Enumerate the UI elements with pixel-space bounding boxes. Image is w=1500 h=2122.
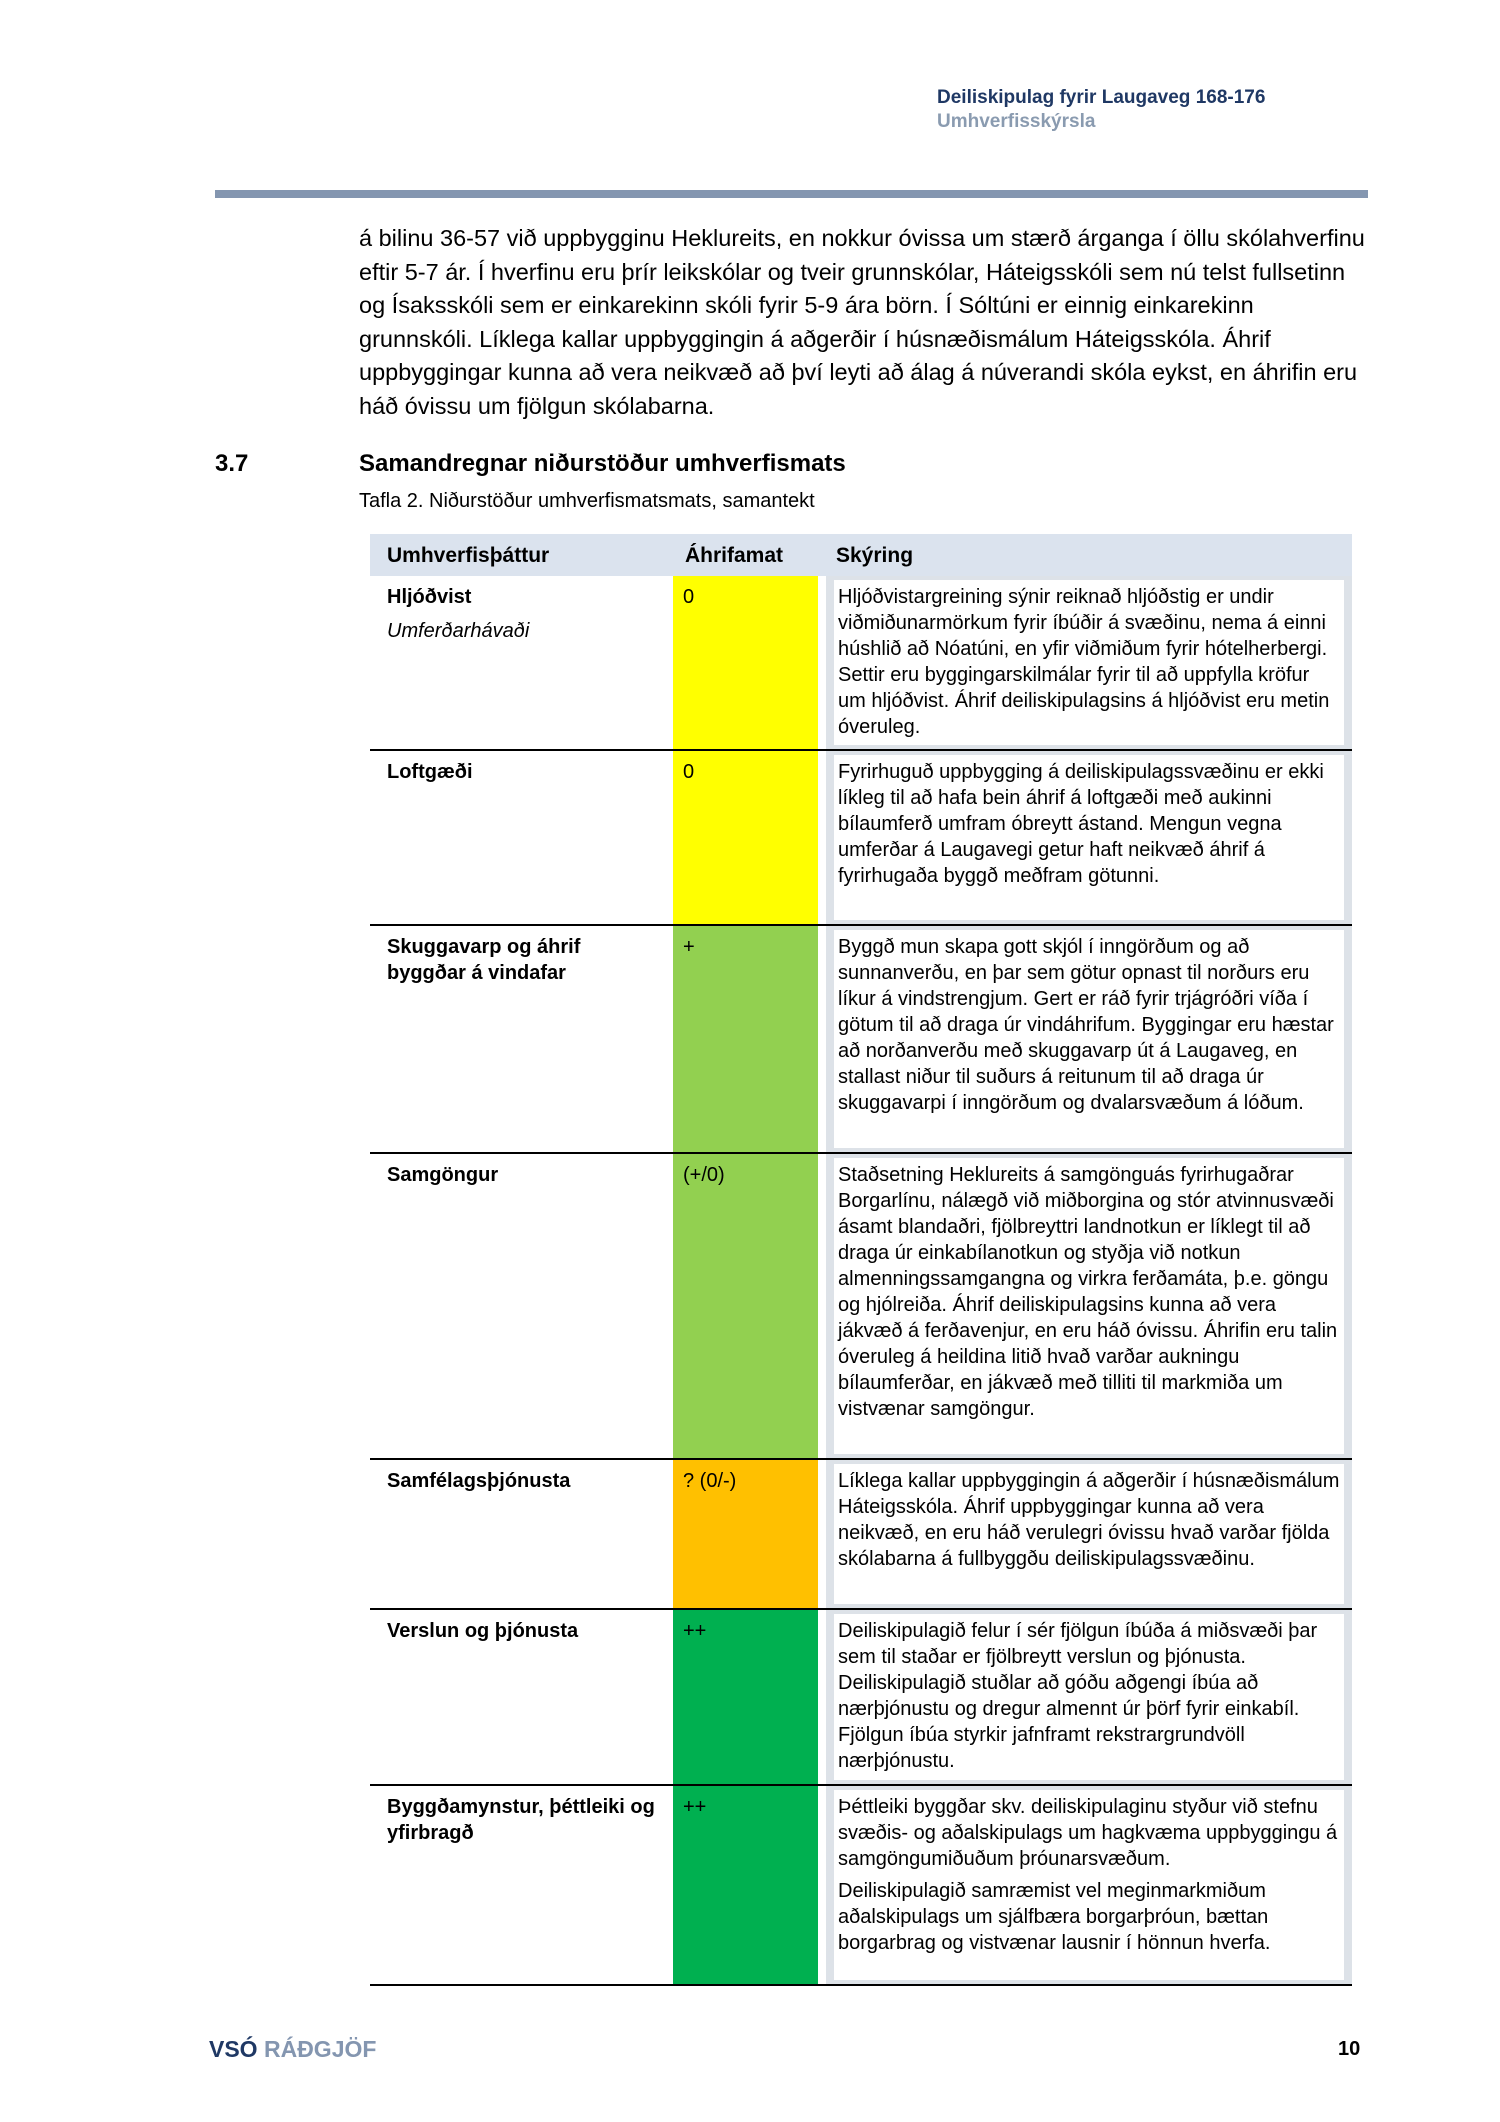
factor-cell	[387, 584, 657, 644]
header-rating: Áhrifamat	[685, 544, 784, 567]
factor-name: Samgöngur	[387, 1164, 499, 1186]
rating-value: 0	[683, 586, 695, 608]
table-row	[370, 1460, 1352, 1610]
section-title: Samandregnar niðurstöður umhverfismats	[359, 450, 846, 477]
document-subtitle: Umhverfisskýrsla	[937, 111, 1096, 132]
table-row	[370, 926, 1352, 1154]
factor-name: Verslun og þjónusta	[387, 1620, 579, 1642]
rating-cell	[673, 1460, 818, 1608]
factor-name: Samfélagsþjónusta	[387, 1470, 571, 1492]
document-title: Deiliskipulag fyrir Laugaveg 168-176	[937, 87, 1266, 108]
rating-cell	[673, 751, 818, 924]
factor-cell	[387, 934, 657, 986]
rating-value: 0	[683, 761, 695, 783]
factor-cell	[387, 1618, 657, 1644]
header-explanation: Skýring	[836, 544, 914, 567]
rating-value: +	[683, 936, 695, 958]
rating-value: ++	[683, 1796, 707, 1818]
factor-name: Loftgæði	[387, 761, 473, 783]
explanation-cell	[826, 1460, 1352, 1608]
table-caption: Tafla 2. Niðurstöður umhverfismatsmats, samantekt	[359, 490, 815, 512]
logo-main: VSÓ	[209, 2036, 258, 2062]
rating-value: (+/0)	[683, 1164, 725, 1186]
table-row	[370, 1154, 1352, 1460]
explanation-cell	[826, 926, 1352, 1152]
explanation-cell	[826, 1610, 1352, 1784]
rating-cell	[673, 1154, 818, 1458]
factor-cell	[387, 759, 657, 785]
explanation-cell	[826, 576, 1352, 749]
header-factor: Umhverfisþáttur	[387, 544, 550, 567]
explanation-text: Líklega kallar uppbyggingin á aðgerðir í húsnæðismálum Háteigsskóla. Áhrif uppbyggingar kunna að vera neikvæð, en eru háð verulegri óvissu hvað varðar fjölda skólabarna á fullbyggðu deiliskipulagssvæðinu.	[838, 1470, 1340, 1570]
explanation-cell	[826, 1786, 1352, 1984]
company-logo	[209, 2036, 376, 2063]
factor-name: Skuggavarp og áhrif byggðar á vindafar	[387, 936, 581, 984]
section-number: 3.7	[215, 450, 249, 477]
header-divider	[215, 190, 1368, 198]
explanation-text: Deiliskipulagið samræmist vel meginmarkmiðum aðalskipulags um sjálfbæra borgarþróun, bættan borgarbrag og vistvænar lausnir í hönnun hverfa.	[838, 1880, 1271, 1954]
explanation-cell	[826, 751, 1352, 924]
factor-name: Hljóðvist	[387, 586, 472, 608]
intro-paragraph: á bilinu 36-57 við uppbygginu Heklureits, en nokkur óvissa um stærð árganga í öllu skólahverfinu eftir 5-7 ár. Í hverfinu eru þrír leikskólar og tveir grunnskólar, Háteigsskóli sem nú telst fullsetinn og Ísaksskóli sem er einkarekinn skóli fyrir 5-9 ára börn. Í Sóltúni er einnig einkarekinn grunnskóli. Líklega kallar uppbyggingin á aðgerðir í húsnæðismálum Háteigsskóla. Áhrif uppbyggingar kunna að vera neikvæð að því leyti að álag á núverandi skóla eykst, en áhrifin eru háð óvissu um fjölgun skólabarna.	[359, 225, 1365, 419]
rating-cell	[673, 1786, 818, 1984]
rating-cell	[673, 1610, 818, 1784]
table-row	[370, 1610, 1352, 1786]
explanation-text: Byggð mun skapa gott skjól í inngörðum og að sunnanverðu, en þar sem götur opnast til norðurs eru líkur á vindstrengjum. Gert er ráð fyrir trjágróðri víða í götum til að draga úr vindáhrifum. Byggingar eru hæstar að norðanverðu með skuggavarp út á Laugaveg, en stallast niður til suðurs á reitunum til að draga úr skuggavarpi í inngörðum og dvalarsvæðum á lóðum.	[838, 936, 1334, 1114]
logo-sub: RÁÐGJÖF	[263, 2036, 377, 2062]
factor-name: Byggðamynstur, þéttleiki og yfirbragð	[387, 1796, 655, 1844]
factor-cell	[387, 1468, 657, 1494]
explanation-text: Þéttleiki byggðar skv. deiliskipulaginu styður við stefnu svæðis- og aðalskipulags um hagkvæma uppbyggingu á samgöngumiðuðum þróunarsvæðum.	[838, 1796, 1338, 1870]
running-header	[937, 86, 1265, 134]
rating-cell	[673, 576, 818, 749]
explanation-text: Staðsetning Heklureits á samgönguás fyrirhugaðrar Borgarlínu, nálægð við miðborgina og stór atvinnusvæði ásamt blandaðri, fjölbreyttri landnotkun er líklegt til að draga úr einkabílanotkun og styðja við notkun almenningssamgangna og virkra ferðamáta, þ.e. göngu og hjólreiða. Áhrif deiliskipulagsins kunna að vera jákvæð á ferðavenjur, en eru háð óvissu. Áhrifin eru talin óveruleg á heildina litið hvað varðar aukningu bílaumferðar, en jákvæð með tilliti til markmiða um vistvænar samgöngur.	[838, 1164, 1338, 1420]
table-header-row	[370, 534, 1352, 576]
table-row	[370, 1786, 1352, 1986]
explanation-text: Fyrirhuguð uppbygging á deiliskipulagssvæðinu er ekki líkleg til að hafa bein áhrif á loftgæði með aukinni bílaumferð umfram óbreytt ástand. Mengun vegna umferðar á Laugavegi getur haft neikvæð áhrif á fyrirhugaða byggð meðfram götunni.	[838, 761, 1324, 887]
factor-cell	[387, 1794, 657, 1846]
rating-value: ? (0/-)	[683, 1470, 737, 1492]
rating-cell	[673, 926, 818, 1152]
rating-value: ++	[683, 1620, 707, 1642]
factor-subtitle: Umferðarhávaði	[387, 620, 530, 642]
explanation-text: Deiliskipulagið felur í sér fjölgun íbúða á miðsvæði þar sem til staðar er fjölbreytt verslun og þjónusta. Deiliskipulagið stuðlar að góðu aðgengi íbúa að nærþjónustu og dregur almennt úr þörf fyrir einkabíl. Fjölgun íbúa styrkir jafnframt rekstrargrundvöll nærþjónustu.	[838, 1620, 1318, 1772]
table-row	[370, 576, 1352, 751]
factor-cell	[387, 1162, 657, 1188]
page-number: 10	[1338, 2038, 1361, 2060]
summary-table	[370, 534, 1352, 1986]
table-row	[370, 751, 1352, 926]
explanation-text: Hljóðvistargreining sýnir reiknað hljóðstig er undir viðmiðunarmörkum fyrir íbúðir á svæðinu, nema á einni húshlið að Nóatúni, en yfir viðmiðum fyrir hótelherbergi. Settir eru byggingarskilmálar fyrir til að uppfylla kröfur um hljóðvist. Áhrif deiliskipulagsins á hljóðvist eru metin óveruleg.	[838, 586, 1330, 738]
explanation-cell	[826, 1154, 1352, 1458]
